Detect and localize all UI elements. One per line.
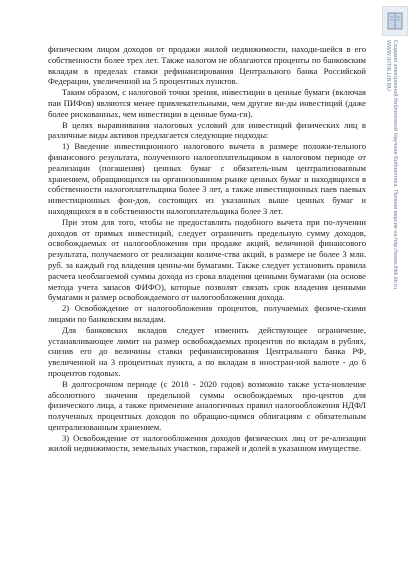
paragraph: 2) Освобождение от налогообложения процентов, получаемых физиче-скими лицами по банковским вкладам. (48, 303, 366, 324)
book-icon (383, 7, 407, 35)
paragraph: физическим лицом доходов от продажи жилой недвижимости, находи-шейся в его собственности более трех лет. Также налогом не облагаются проценты по банковским вкладам в пределах ставки рефинансирования Центрального банка Российской Федерации, увеличенной на 5 процентных пунктов. (48, 44, 366, 87)
paragraph: Для банковских вкладов следует изменить действующее ограничение, устанавливающее лимит на размер освобождаемых процентов по вкладам в рублях, снизив его до величины ставки рефинансирования Центрального банка РФ, увеличенной на 3 процентных пункта, а по вкладам в иностран-ной валюте - до 6 процентов годовых. (48, 324, 366, 378)
paragraph: Таким образом, с налоговой точки зрения, инвестиции в ценные бумаги (включая паи ПИФов) являются менее привлекательными, чем другие ви-ды инвестиций (даже более рискованных, чем инвестиции в ценные бума-ги). (48, 87, 366, 119)
paragraph: 1) Введение инвестиционного налогового вычета в размере положи-тельного финансового результата, полученного налогоплательщиком в налоговом периоде от реализации (погашения) ценных бумаг с обязатель-ным централизованным хранением, обращающихся на организованном рынке ценных бумаг и находящихся в собственности налогоплательщика более 3 лет, а также инвестиционных паев паевых инвестиционных фон-дов, состоящих из указанных выше ценных бумаг и находящихся в в собственности налогоплательщика более 3 лет. (48, 141, 366, 216)
watermark-sidebar (376, 0, 413, 585)
library-logo-icon (382, 6, 408, 36)
paragraph: 3) Освобождение от налогообложения доходов физических лиц от ре-ализации жилой недвижимости, земельных участков, гаражей и долей в указанном имуществе. (48, 432, 366, 454)
paragraph: При этом для того, чтобы не предоставлять подобного вычета при по-лучении доходов от прямых инвестиций, следует ограничить предельную сумму доходов, освобождаемых от налогообложения при продаже акций, величиной финансового результата, получаемого от реализации количе-ства акций, в размере не более 3 млн. руб. за каждый год владения ценны-ми бумагами. Также следует установить правила расчета необлагаемой суммы дохода из срока владения ценными бумагами (на основе метода учета запасов ФИФО), которые позволят связать срок владения ценными бумагами и размер освобождаемого от налогообложения дохода. (48, 216, 366, 303)
paragraph: В целях выравнивания налоговых условий для инвестиций физических лиц в различные виды активов предлагается следующие подходы: (48, 119, 366, 141)
watermark-line-1: Создано электронной библиотекой Научная Библиотека. Полная версия на http://www.ihtik.lib.ru (392, 40, 398, 290)
paragraph: В долгосрочном периоде (с 2018 - 2020 годов) возможно также уста-новление абсолютного значения предельной суммы освобождаемых про-центов для физического лица, а также применение аналогичных правил налогообложения НДФЛ полученных процентных доходов по обращаю-щимся облигациям с обязательным централизованным хранением. (48, 378, 366, 432)
document-text (48, 44, 366, 454)
watermark-line-2: WWW.IHTIK.LIB.RU (385, 40, 391, 91)
library-watermark-text (384, 40, 398, 289)
